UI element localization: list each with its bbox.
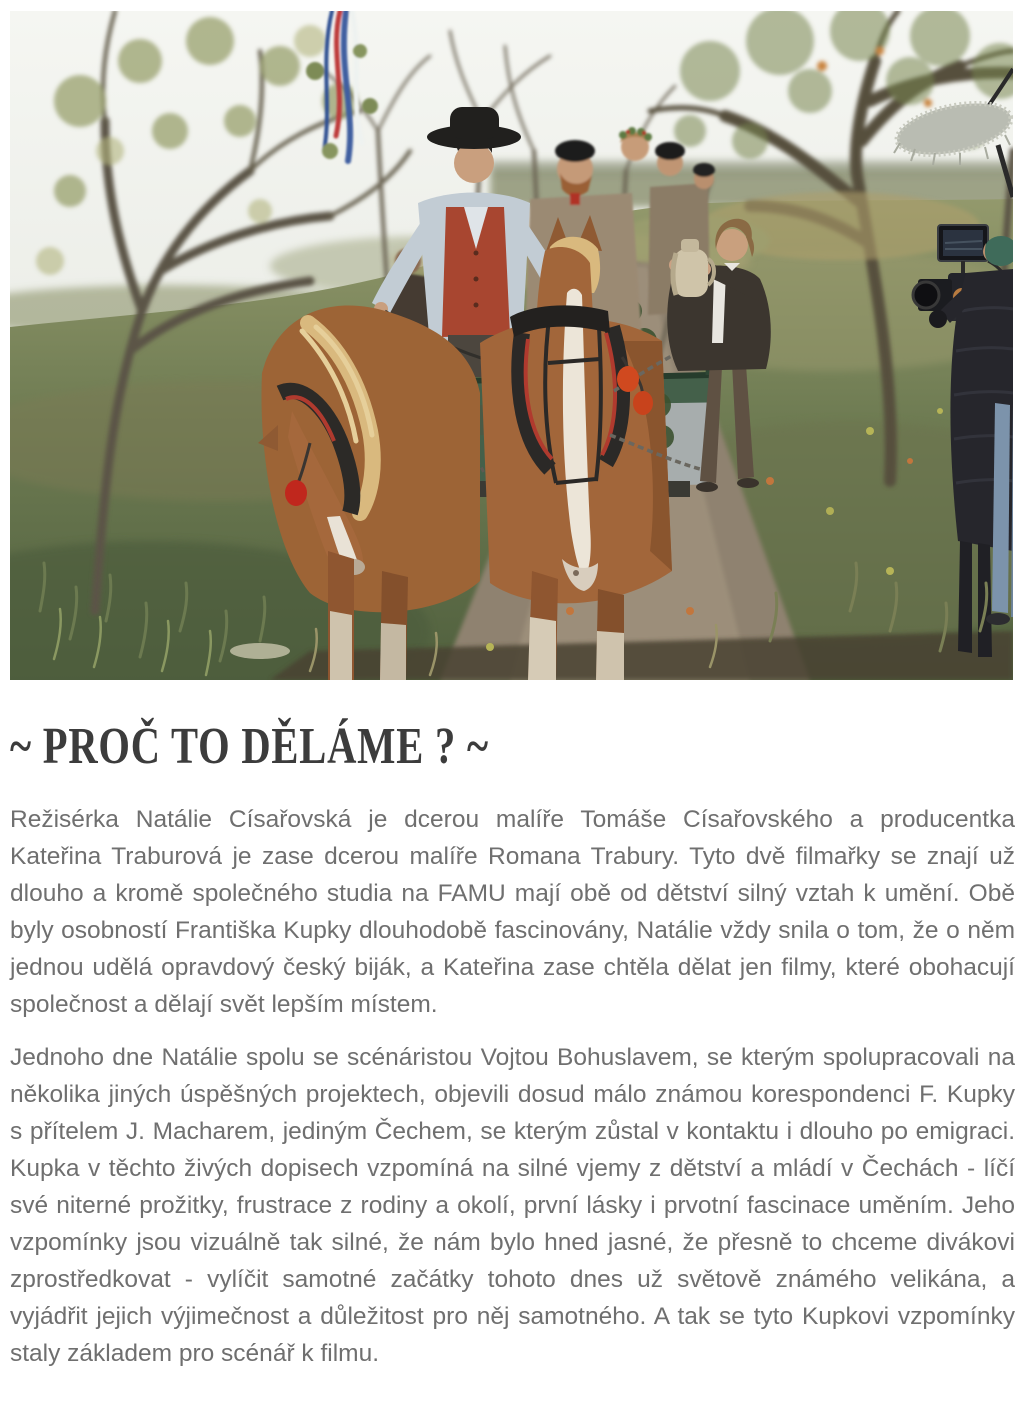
hero-photo-illustration: [10, 11, 1013, 680]
paragraph-1: Režisérka Natálie Císařovská je dcerou malíře Tomáše Císařovského a producentka Kateřina Traburová je zase dcerou malíře Romana Trabury. Tyto dvě filmařky se znají už dlouho a kromě společného studia na FAMU mají obě od dětství silný vztah k umění. Obě byly osobností Františka Kupky dlouhodobě fascinovány, Natálie vždy snila o tom, že o něm jednou udělá opravdový český biják, a Kateřina zase chtěla dělat jen filmy, které obohacují společnost a dělají svět lepším místem.: [10, 806, 1015, 1019]
paragraph-2: Jednoho dne Natálie spolu se scénáristou Vojtou Bohuslavem, se kterým spolupracovali na několika jiných úspěšných projektech, objevili dosud málo známou korespondenci F. Kupky s přítelem J. Macharem, jediným Čechem, se kterým zůstal v kontaktu i dlouho po emigraci. Kupka v těchto živých dopisech vzpomíná na silné vjemy z dětství a mládí v Čechách - líčí své niterné prožitky, frustrace z rodiny a okolí, první lásky i prvotní fascinace uměním. Jeho vzpomínky jsou vizuálně tak silné, že nám bylo hned jasné, že přesně to chceme divákovi zprostředkovat - vylíčit samotné začátky tohoto dnes už světově známého velikána, a vyjádřit jejich výjimečnost a důležitost pro něj samotného. A tak se tyto Kupkovi vzpomínky staly základem pro scénář k filmu.: [10, 1044, 1015, 1368]
hero-photo: [10, 11, 1013, 680]
page: [0, 11, 1027, 1425]
section-heading: ~ PROČ TO DĚLÁME ? ~: [10, 718, 489, 775]
article-body: [10, 801, 1015, 1372]
